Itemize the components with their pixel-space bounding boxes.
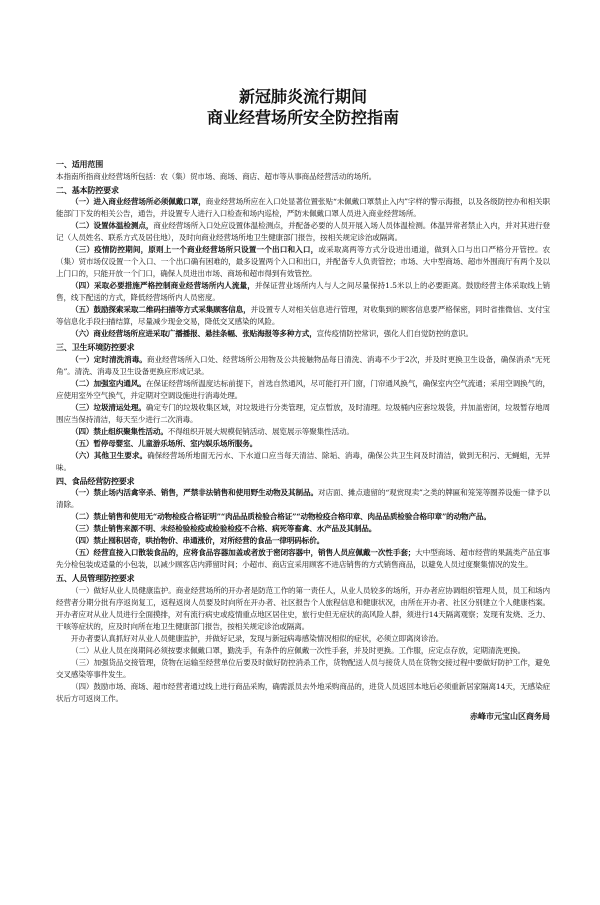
paragraph: [56, 585, 550, 633]
paragraph-text: 商业经营场所应在入口处显著位置张贴“未佩戴口罩禁止入内”字样的警示海报，以及各级防控办和相关职能部门下发的相关公告，通告，并设置专人进行入口检查和场内巡检，严防未佩戴口罩人员进入商业经营场所。: [56, 197, 550, 218]
paragraph-text: 或采取离两等方式分设进出通道，做到入口与出口严格分开管控。农（集）贸市场仅设置一个入口、一个出口确有困难的，最多设置两个入口和出口，并配备专人负责管控；市场、大中型商场、超市外围商厅有两个及以上门口的，只能开放一个门口，确保人员进出市场、商场和超市得到有效管控。: [56, 245, 550, 278]
paragraph: [56, 354, 550, 378]
paragraph: [56, 402, 550, 426]
paragraph-lead: （三）垃圾清运处理。: [71, 402, 146, 412]
paragraph-lead: （四）采取必要措施严格控制商业经营场所内人流量，: [71, 281, 255, 290]
paragraph: [56, 633, 550, 645]
paragraph: [56, 378, 550, 402]
paragraph-text: 大中型商场、超市经营的果蔬类产品宜事先分检包装成适量的小包装，以减少顾客店内滞留时间；小超市、商店宜采用顾客不进店销售的方式销售商品，以避免人员过度聚集情况的发生。: [56, 548, 550, 569]
paragraph-text: 确定专门的垃圾收集区域，对垃圾进行分类管理，定点暂放，及时清理。垃圾桶内应套垃圾袋，并加盖密闭，垃圾暂存地周围应当保持清洁，每天至少进行二次消毒。: [56, 402, 550, 424]
paragraph: [56, 535, 550, 547]
paragraph-lead: （一）禁止场内活禽宰杀、销售，严禁非法销售和使用野生动物及其制品。: [71, 488, 318, 497]
paragraph-text: 对店面、摊点遗留的“观赏现卖”之类的牌匾和笼笼等圈养设施一律予以清除。: [56, 488, 551, 509]
paragraph-text: 商业经营场所入口处、经营场所公用物及公共接触物品每日清洗、消毒不少于2次，并及时更换卫生设备，确保消杀“无死角”。清洗、消毒及卫生设备更换应形成记录。: [56, 354, 551, 376]
section-heading: 二、基本防控要求: [56, 184, 119, 195]
paragraph-text: 并保证营业场所内人与人之间尽量保持1.5米以上的必要距离。鼓励经营主体采取线上销售，线下配送的方式，降低经营场所内人员密度。: [56, 281, 550, 302]
paragraph-text: 商业经营场所入口处应设置体温检测点，并配备必要的人员开展入场人员体温检测。体温异常者禁止入内，并对其进行登记（人员姓名、联系方式及居住地），及时向商业经营场所地卫生健康部门报告，按相关规定诊治或隔离。: [56, 221, 550, 242]
document-page: [56, 86, 551, 721]
paragraph-lead: （一）进入商业经营场所必须佩戴口罩，: [71, 197, 206, 206]
paragraph-lead: （三）禁止销售来源不明、未经检验检疫或检验检疫不合格、病死等畜禽、水产品及其制品。: [71, 524, 377, 533]
paragraph: [56, 171, 550, 183]
paragraph: [56, 280, 550, 304]
paragraph-text: （三）加强货品交接管理，货物在运输至经营单位后要及时做好防控消杀工作，货物配送人员与接货人员在货物交接过程中要做好防护工作，避免交叉感染等事件发生。: [56, 657, 550, 679]
paragraph-text: （四）鼓励市场、商场、超市经营者通过线上进行商品采购，确需派员去外地采购商品的，进货人员返回本地后必须重新居家隔离14天，无感染症状后方可返岗工作。: [56, 681, 550, 703]
paragraph-text: （二）从业人员在岗期间必须按要求佩戴口罩，勤洗手，有条件的应佩戴一次性手套，并及时更换。工作服，应定点存放，定期清洗更换。: [71, 645, 526, 655]
paragraph: [56, 657, 550, 681]
paragraph: [56, 438, 550, 450]
paragraph-lead: （六）其他卫生要求。: [71, 450, 148, 460]
section-heading: 四、食品经营防控要求: [56, 475, 135, 486]
paragraph: [56, 645, 550, 657]
section-heading: 一、适用范围: [56, 159, 104, 169]
paragraph-text: 开办者要认真抓好对从业人员健康监护，并做好记录，发现与新冠病毒感染情况相似的症状，必须立即离岗诊治。: [71, 633, 444, 643]
paragraph: [56, 304, 550, 328]
paragraph: [56, 244, 550, 280]
paragraph-lead: （三）疫情防控期间，原则上一个商业经营场所只设置一个出口和入口，: [71, 245, 319, 254]
paragraph: [56, 220, 550, 244]
signature: 赤峰市元宝山区商务局: [470, 711, 550, 721]
paragraph-lead: （六）商业经营场所应进采取广播播报、悬挂条幅、张贴海报等多种方式，: [71, 329, 317, 338]
paragraph-text: 不得组织开展大规模促销活动、展览展示等聚集性活动。: [167, 426, 354, 436]
paragraph-lead: （二）加强室内通风。: [71, 378, 146, 388]
paragraph-lead: （五）鼓励探索采取二维码扫描等方式采集顾客信息，: [71, 305, 251, 314]
paragraph-lead: （四）禁止组织聚集性活动。: [71, 426, 168, 436]
paragraph-lead: （四）禁止囤积居奇，哄抬物价、串通涨价，对所经营的食品一律明码标价。: [71, 536, 325, 545]
paragraph: [56, 196, 550, 220]
paragraph-text: 本指南所指商业经营场所包括：农（集）贸市场、商场、商店、超市等从事商品经营活动的场所。: [56, 171, 377, 181]
paragraph-text: 宣传疫情防控常识，强化人们自觉防控的意识。: [316, 329, 473, 338]
paragraph: [56, 511, 550, 523]
paragraph-lead: （一）定时清洗消毒。: [71, 354, 147, 364]
paragraph: [56, 547, 550, 571]
document-title-line2: 商业经营场所安全防控指南: [206, 108, 399, 127]
paragraph-lead: （二）禁止销售和使用无“动物检疫合格证明”“肉品品质检验合格证”“动物检疫合格印章、肉品品质检验合格印章”的动物产品。: [71, 512, 491, 521]
paragraph-text: （一）做好从业人员健康监护。商业经营场所的开办者是防范工作的第一责任人，从业人员较多的场所，开办者应协调组织管理人员，员工和场内经营者分期分批有序返岗复工，返程返岗人员要及时向所在开办者、社区报告个人旅程信息和健康状况，由所在开办者、社区分别建立个人健康档案。开办者应对从业人员进行全面摸排，对有流行病史或疫情重点地区居住史，旅行史但无症状的高风险人群，须进行14天隔离观察；发现有发烧、乏力、干咳等症状的，应及时向所在地卫生健康部门报告，按相关规定诊治或隔离。: [56, 585, 550, 631]
section-heading: 三、卫生环境防控要求: [56, 342, 135, 352]
paragraph-lead: （二）设置体温检测点，: [71, 221, 154, 230]
paragraph: [56, 450, 550, 474]
paragraph: [56, 523, 550, 535]
paragraph: [56, 487, 550, 511]
paragraph-lead: （五）暂停母婴室、儿童游乐场所、室内娱乐场所服务。: [71, 438, 258, 448]
document-body: [56, 158, 550, 705]
paragraph: [56, 328, 550, 340]
paragraph-text: 确保经营场所地面无污水、下水道口应当每天清洁、除垢、消毒，确保公共卫生间及时清洁，做到无积污、无蝇蛆，无异味。: [56, 450, 551, 472]
paragraph: [56, 426, 550, 438]
paragraph-text: 在保证经营场所温度达标前提下，首选自然通风，尽可能打开门窗，门帘通风换气，确保室内空气流通；采用空调换气的，应使用室外空气换气，并定期对空调设施进行消毒处理。: [56, 378, 550, 400]
paragraph: [56, 681, 550, 705]
document-title-line1: 新冠肺炎流行期间: [238, 87, 367, 106]
paragraph-text: 并设置专人对相关信息进行管理，对收集到的顾客信息要严格保密，同时省推微信、支付宝等信息化手段扫描结算，尽量减少现金交易，降低交叉感染的风险。: [56, 305, 550, 326]
paragraph-lead: （五）经营直接入口散装食品的，应将食品容器加盖或者放于密闭容器中，销售人员应佩戴一次性手套；: [71, 548, 416, 557]
section-heading: 五、人员管理防控要求: [56, 573, 135, 583]
